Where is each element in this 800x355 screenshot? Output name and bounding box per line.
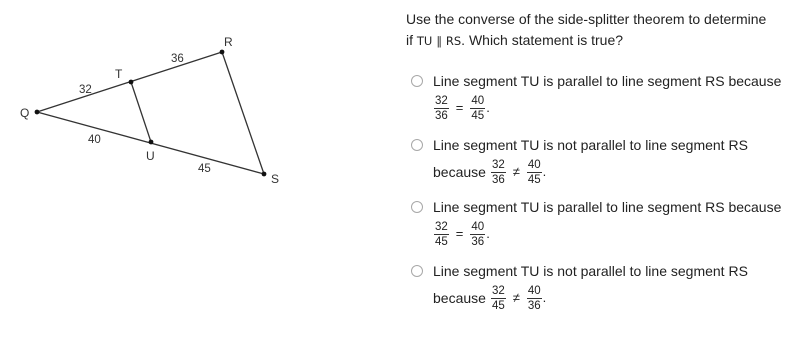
parallel-symbol: ∥ [436, 34, 442, 48]
choice-ratio-line [433, 157, 748, 187]
vertex-label-T: T [115, 67, 123, 81]
relation-symbol: ≠ [512, 164, 520, 179]
length-label-TR: 36 [171, 53, 184, 65]
point-U [149, 140, 154, 145]
choice-statement: Line segment TU is parallel to line segment RS because [433, 73, 782, 89]
radio-button[interactable] [411, 139, 423, 151]
answer-choice-3[interactable] [410, 197, 798, 251]
because-word: because [433, 290, 486, 306]
segment-TU-label: TU [416, 34, 433, 48]
question-line-1: Use the converse of the side-splitter theorem to determine [406, 11, 767, 27]
vertex-label-R: R [224, 35, 233, 49]
radio-button[interactable] [411, 75, 423, 87]
point-R [220, 50, 225, 55]
question-text [406, 9, 796, 52]
denominator: 45 [471, 109, 485, 122]
question-prefix: if [406, 32, 413, 48]
denominator: 45 [491, 299, 505, 312]
fraction-left [434, 221, 449, 248]
denominator: 45 [435, 235, 448, 248]
period: . [486, 226, 490, 241]
choice-statement: Line segment TU is not parallel to line segment RS [433, 263, 748, 279]
segment-RS-label: RS [445, 34, 462, 48]
numerator: 40 [527, 284, 541, 297]
choice-text [433, 261, 748, 313]
segment-TU [131, 82, 151, 142]
vertex-label-Q: Q [20, 106, 30, 120]
numerator: 40 [471, 220, 485, 233]
radio-button[interactable] [411, 201, 423, 213]
fraction-left [434, 95, 449, 122]
answer-choice-4[interactable] [410, 261, 798, 315]
period: . [542, 290, 547, 305]
question-suffix: . Which statement is true? [461, 32, 624, 48]
choice-ratio-line [433, 283, 748, 313]
question-line-2 [406, 30, 796, 52]
denominator: 36 [527, 299, 541, 312]
denominator: 36 [435, 109, 448, 122]
numerator: 32 [435, 220, 448, 233]
length-label-QT: 32 [79, 84, 92, 96]
choice-statement: Line segment TU is parallel to line segment RS because [433, 199, 782, 215]
numerator: 32 [491, 284, 505, 297]
choice-ratio-line [433, 219, 781, 249]
denominator: 36 [471, 235, 485, 248]
point-T [129, 80, 134, 85]
vertex-label-U: U [146, 149, 155, 163]
choice-ratio-line [433, 93, 781, 123]
relation-symbol: = [455, 100, 464, 115]
denominator: 36 [491, 173, 505, 186]
period: . [486, 100, 490, 115]
radio-button[interactable] [411, 265, 423, 277]
side-RS [222, 52, 264, 174]
length-label-US: 45 [198, 163, 211, 175]
fraction-right [470, 95, 485, 122]
fraction-left [491, 285, 506, 312]
numerator: 40 [471, 94, 485, 107]
length-label-QU: 40 [88, 134, 101, 146]
choice-text [433, 71, 781, 123]
numerator: 32 [491, 158, 505, 171]
answer-choice-2[interactable] [410, 135, 798, 189]
period: . [542, 164, 547, 179]
choice-statement: Line segment TU is not parallel to line segment RS [433, 137, 748, 153]
point-Q [35, 110, 40, 115]
vertex-label-S: S [271, 172, 280, 186]
fraction-right [470, 221, 485, 248]
choice-text [433, 197, 781, 249]
point-S [262, 172, 267, 177]
relation-symbol: ≠ [512, 290, 520, 305]
numerator: 32 [435, 94, 448, 107]
fraction-right [527, 159, 542, 186]
relation-symbol: = [455, 226, 464, 241]
answer-choice-1[interactable] [410, 71, 798, 125]
denominator: 45 [527, 173, 541, 186]
choice-text [433, 135, 748, 187]
fraction-left [491, 159, 506, 186]
fraction-right [527, 285, 542, 312]
because-word: because [433, 164, 486, 180]
numerator: 40 [527, 158, 541, 171]
